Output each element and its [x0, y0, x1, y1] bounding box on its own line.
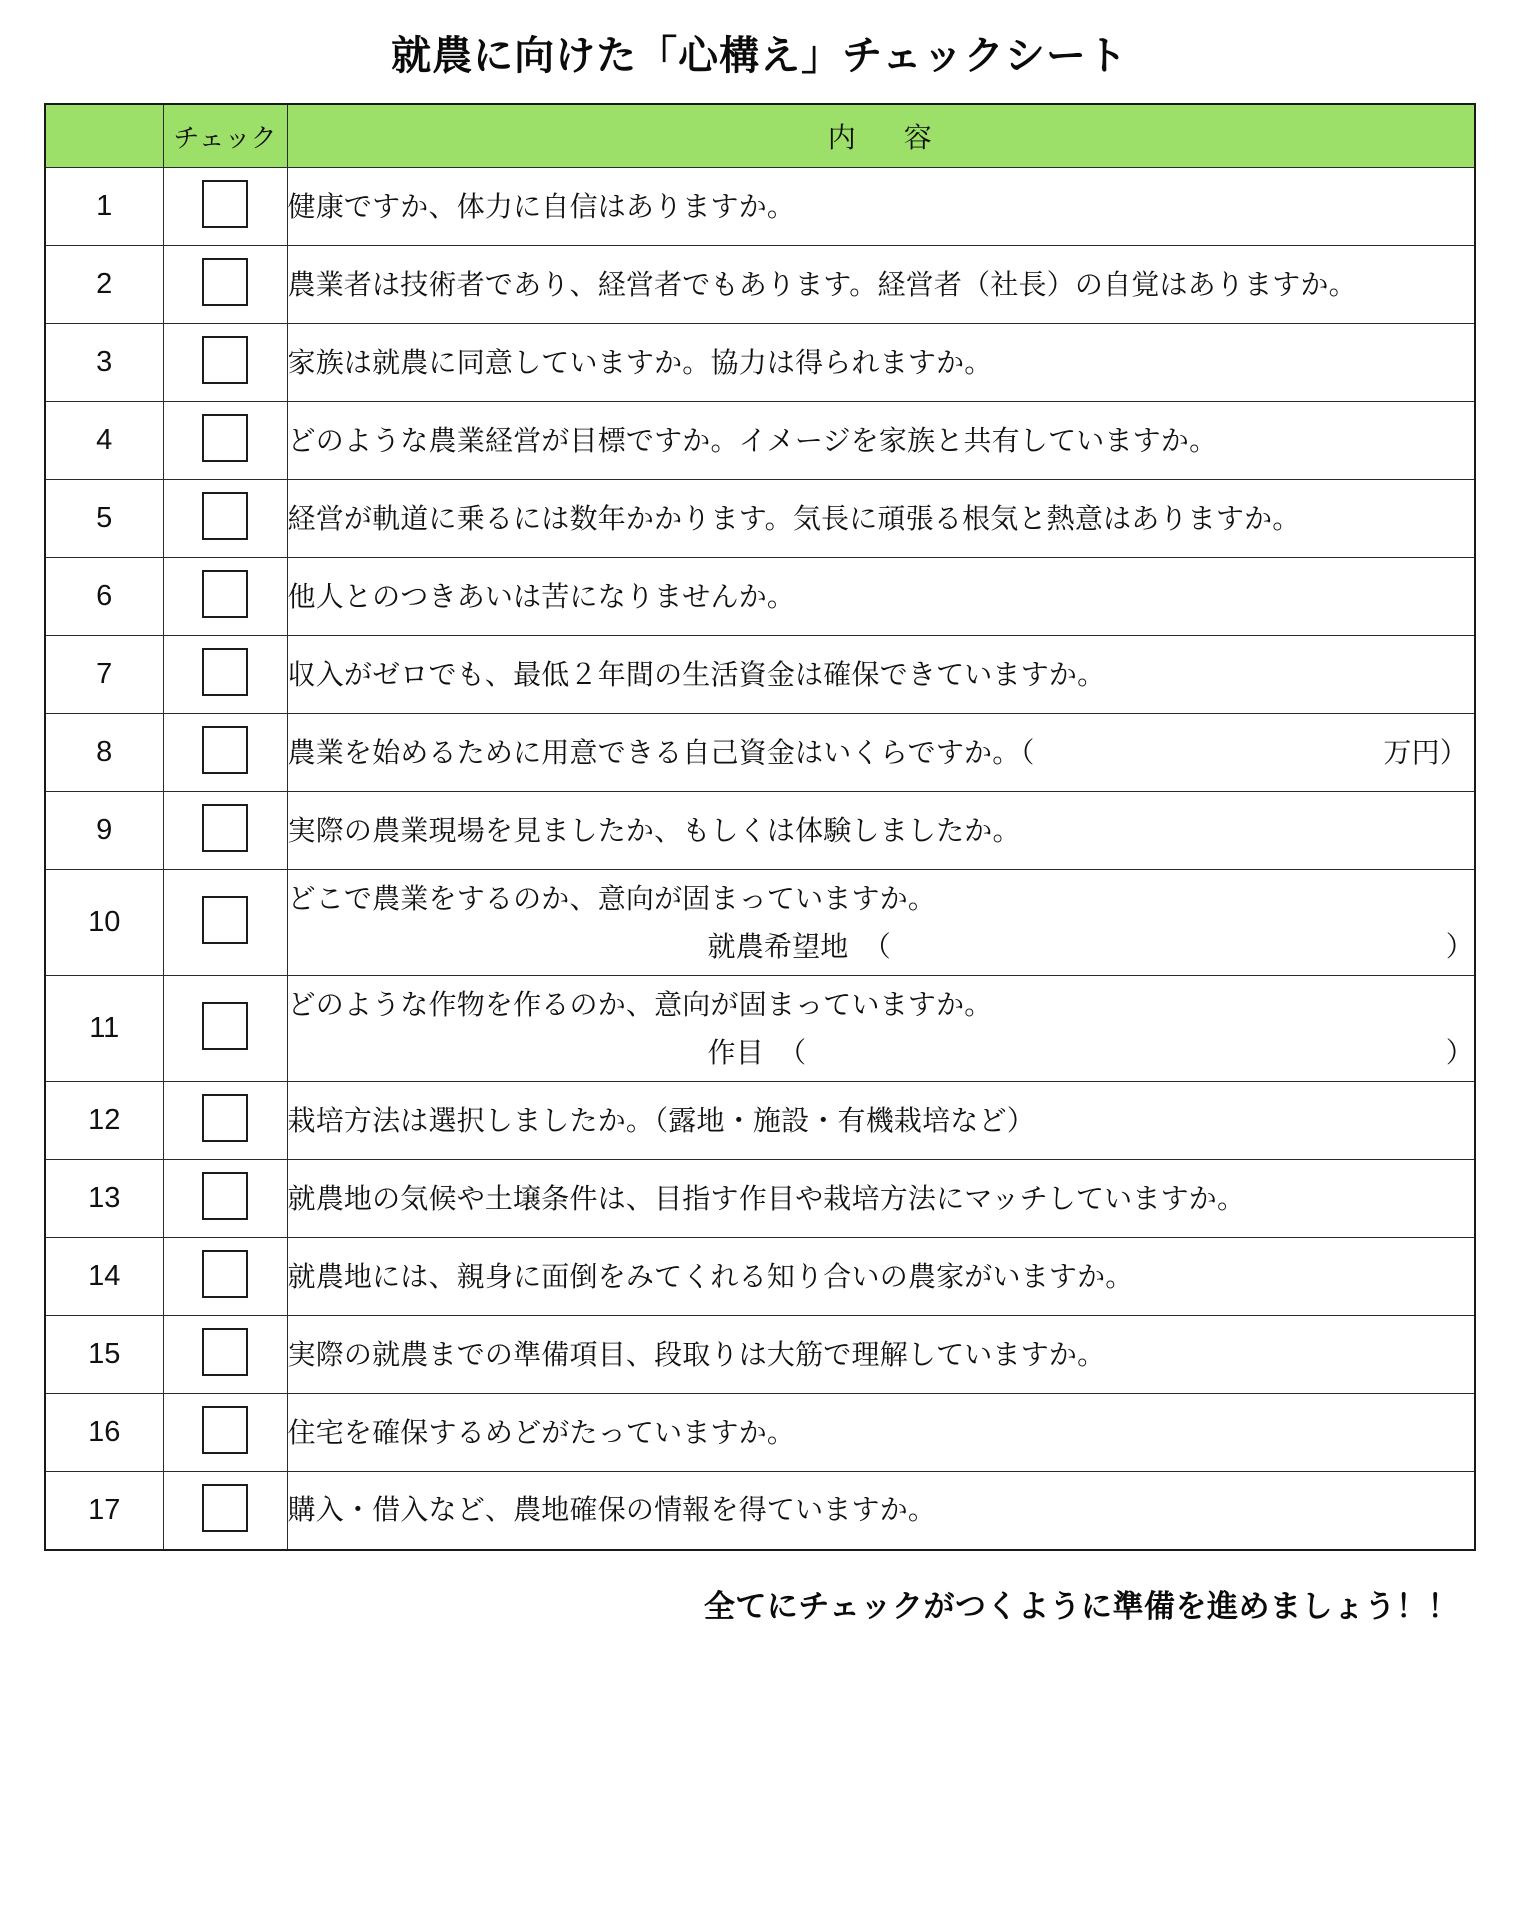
table-row: [45, 1082, 1475, 1160]
table-row: [45, 402, 1475, 480]
checkbox-cell[interactable]: [163, 558, 287, 636]
row-number: 9: [45, 792, 163, 870]
checkbox-icon[interactable]: [202, 896, 248, 944]
row-content: [287, 324, 1475, 402]
table-row: [45, 1394, 1475, 1472]
row-number: 13: [45, 1160, 163, 1238]
row-content-text: 就農地の気候や土壌条件は、目指す作目や栽培方法にマッチしていますか。: [287, 1182, 1246, 1214]
table-row: [45, 246, 1475, 324]
checkbox-cell[interactable]: [163, 870, 287, 976]
row-content-text: 住宅を確保するめどがたっていますか。: [287, 1416, 796, 1448]
row-content: [287, 168, 1475, 246]
checkbox-cell[interactable]: [163, 714, 287, 792]
row-subfield-close: ）: [1445, 930, 1474, 962]
table-body: [45, 168, 1475, 1550]
row-number: 11: [45, 976, 163, 1082]
checkbox-cell[interactable]: [163, 1160, 287, 1238]
checkbox-cell[interactable]: [163, 402, 287, 480]
checkbox-icon[interactable]: [202, 1172, 248, 1220]
row-subfield-label: 作目 （: [707, 1036, 807, 1068]
row-content-text: 健康ですか、体力に自信はありますか。: [287, 190, 796, 222]
row-subfield-close: ）: [1445, 1036, 1474, 1068]
checkbox-cell[interactable]: [163, 1238, 287, 1316]
row-number: 17: [45, 1472, 163, 1550]
row-content-text: 農業を始めるために用意できる自己資金はいくらですか。（: [287, 736, 1035, 768]
row-content-text: どこで農業をするのか、意向が固まっていますか。: [287, 882, 937, 914]
row-content: [287, 1394, 1475, 1472]
table-row: [45, 976, 1475, 1082]
checkbox-cell[interactable]: [163, 324, 287, 402]
checkbox-cell[interactable]: [163, 1082, 287, 1160]
column-header-content-right: 容: [903, 122, 934, 153]
checkbox-icon[interactable]: [202, 492, 248, 540]
column-header-content-left: 内: [827, 122, 858, 153]
checkbox-icon[interactable]: [202, 648, 248, 696]
row-content-text: 栽培方法は選択しましたか。（露地・施設・有機栽培など）: [287, 1104, 1035, 1136]
checkbox-icon[interactable]: [202, 1328, 248, 1376]
row-number: 8: [45, 714, 163, 792]
row-content: [287, 870, 1475, 976]
row-number: 5: [45, 480, 163, 558]
checklist-table: [44, 103, 1476, 1551]
table-row: [45, 636, 1475, 714]
row-content: [287, 1082, 1475, 1160]
row-number: 4: [45, 402, 163, 480]
table-row: [45, 480, 1475, 558]
checkbox-icon[interactable]: [202, 336, 248, 384]
row-content: [287, 558, 1475, 636]
row-content: [287, 636, 1475, 714]
row-content-text: どのような農業経営が目標ですか。イメージを家族と共有していますか。: [287, 424, 1218, 456]
row-content-line: [288, 733, 1475, 773]
checkbox-cell[interactable]: [163, 792, 287, 870]
checkbox-icon[interactable]: [202, 258, 248, 306]
row-content-text: 経営が軌道に乗るには数年かかります。気長に頑張る根気と熱意はありますか。: [287, 502, 1301, 534]
row-content: [287, 792, 1475, 870]
row-content-text: 農業者は技術者であり、経営者でもあります。経営者（社長）の自覚はありますか。: [287, 268, 1357, 300]
column-header-check: チェック: [163, 104, 287, 168]
row-content-text: どのような作物を作るのか、意向が固まっていますか。: [287, 988, 993, 1020]
table-row: [45, 558, 1475, 636]
checkbox-cell[interactable]: [163, 976, 287, 1082]
checkbox-cell[interactable]: [163, 636, 287, 714]
checkbox-icon[interactable]: [202, 1250, 248, 1298]
row-number: 1: [45, 168, 163, 246]
table-row: [45, 1160, 1475, 1238]
row-number: 6: [45, 558, 163, 636]
table-header: [45, 104, 1475, 168]
row-content: [287, 714, 1475, 792]
checkbox-cell[interactable]: [163, 1316, 287, 1394]
row-number: 14: [45, 1238, 163, 1316]
row-content-text: 収入がゼロでも、最低２年間の生活資金は確保できていますか。: [287, 658, 1106, 690]
checkbox-icon[interactable]: [202, 804, 248, 852]
table-row: [45, 870, 1475, 976]
page-title: 就農に向けた「心構え」チェックシート: [391, 34, 1128, 78]
checkbox-icon[interactable]: [202, 1406, 248, 1454]
table-row: [45, 168, 1475, 246]
column-header-content: [287, 104, 1475, 168]
checkbox-cell[interactable]: [163, 480, 287, 558]
checkbox-icon[interactable]: [202, 1094, 248, 1142]
checkbox-cell[interactable]: [163, 1394, 287, 1472]
row-subfield-label: 就農希望地 （: [707, 930, 891, 962]
row-content: [287, 246, 1475, 324]
checkbox-icon[interactable]: [202, 570, 248, 618]
row-content-text: 実際の就農までの準備項目、段取りは大筋で理解していますか。: [287, 1338, 1106, 1370]
column-header-number: [45, 104, 163, 168]
row-content-unit: 万円）: [1383, 736, 1468, 768]
table-row: [45, 1472, 1475, 1550]
table-row: [45, 324, 1475, 402]
row-subfield[interactable]: [288, 927, 1475, 967]
row-number: 16: [45, 1394, 163, 1472]
table-row: [45, 1238, 1475, 1316]
table-row: [45, 714, 1475, 792]
row-number: 12: [45, 1082, 163, 1160]
row-content-text: 就農地には、親身に面倒をみてくれる知り合いの農家がいますか。: [287, 1260, 1134, 1292]
row-content: [287, 976, 1475, 1082]
row-content: [287, 1238, 1475, 1316]
row-content: [287, 480, 1475, 558]
row-content-text: 実際の農業現場を見ましたか、もしくは体験しましたか。: [287, 814, 1021, 846]
checkbox-icon[interactable]: [202, 1002, 248, 1050]
row-content: [287, 402, 1475, 480]
footer-note: 全てにチェックがつくように準備を進めましょう！！: [703, 1588, 1459, 1624]
checkbox-icon[interactable]: [202, 726, 248, 774]
checkbox-icon[interactable]: [202, 180, 248, 228]
table-row: [45, 792, 1475, 870]
row-content-text: 家族は就農に同意していますか。協力は得られますか。: [287, 346, 993, 378]
row-content: [287, 1316, 1475, 1394]
row-number: 15: [45, 1316, 163, 1394]
checkbox-cell[interactable]: [163, 246, 287, 324]
checkbox-cell[interactable]: [163, 168, 287, 246]
row-number: 7: [45, 636, 163, 714]
row-subfield[interactable]: [288, 1033, 1475, 1073]
checkbox-cell[interactable]: [163, 1472, 287, 1550]
row-content-text: 購入・借入など、農地確保の情報を得ていますか。: [287, 1494, 937, 1526]
row-number: 10: [45, 870, 163, 976]
checkbox-icon[interactable]: [202, 1484, 248, 1532]
row-content: [287, 1472, 1475, 1550]
row-content-text: 他人とのつきあいは苦になりませんか。: [287, 580, 796, 612]
row-content: [287, 1160, 1475, 1238]
checkbox-icon[interactable]: [202, 414, 248, 462]
row-number: 2: [45, 246, 163, 324]
table-row: [45, 1316, 1475, 1394]
row-number: 3: [45, 324, 163, 402]
